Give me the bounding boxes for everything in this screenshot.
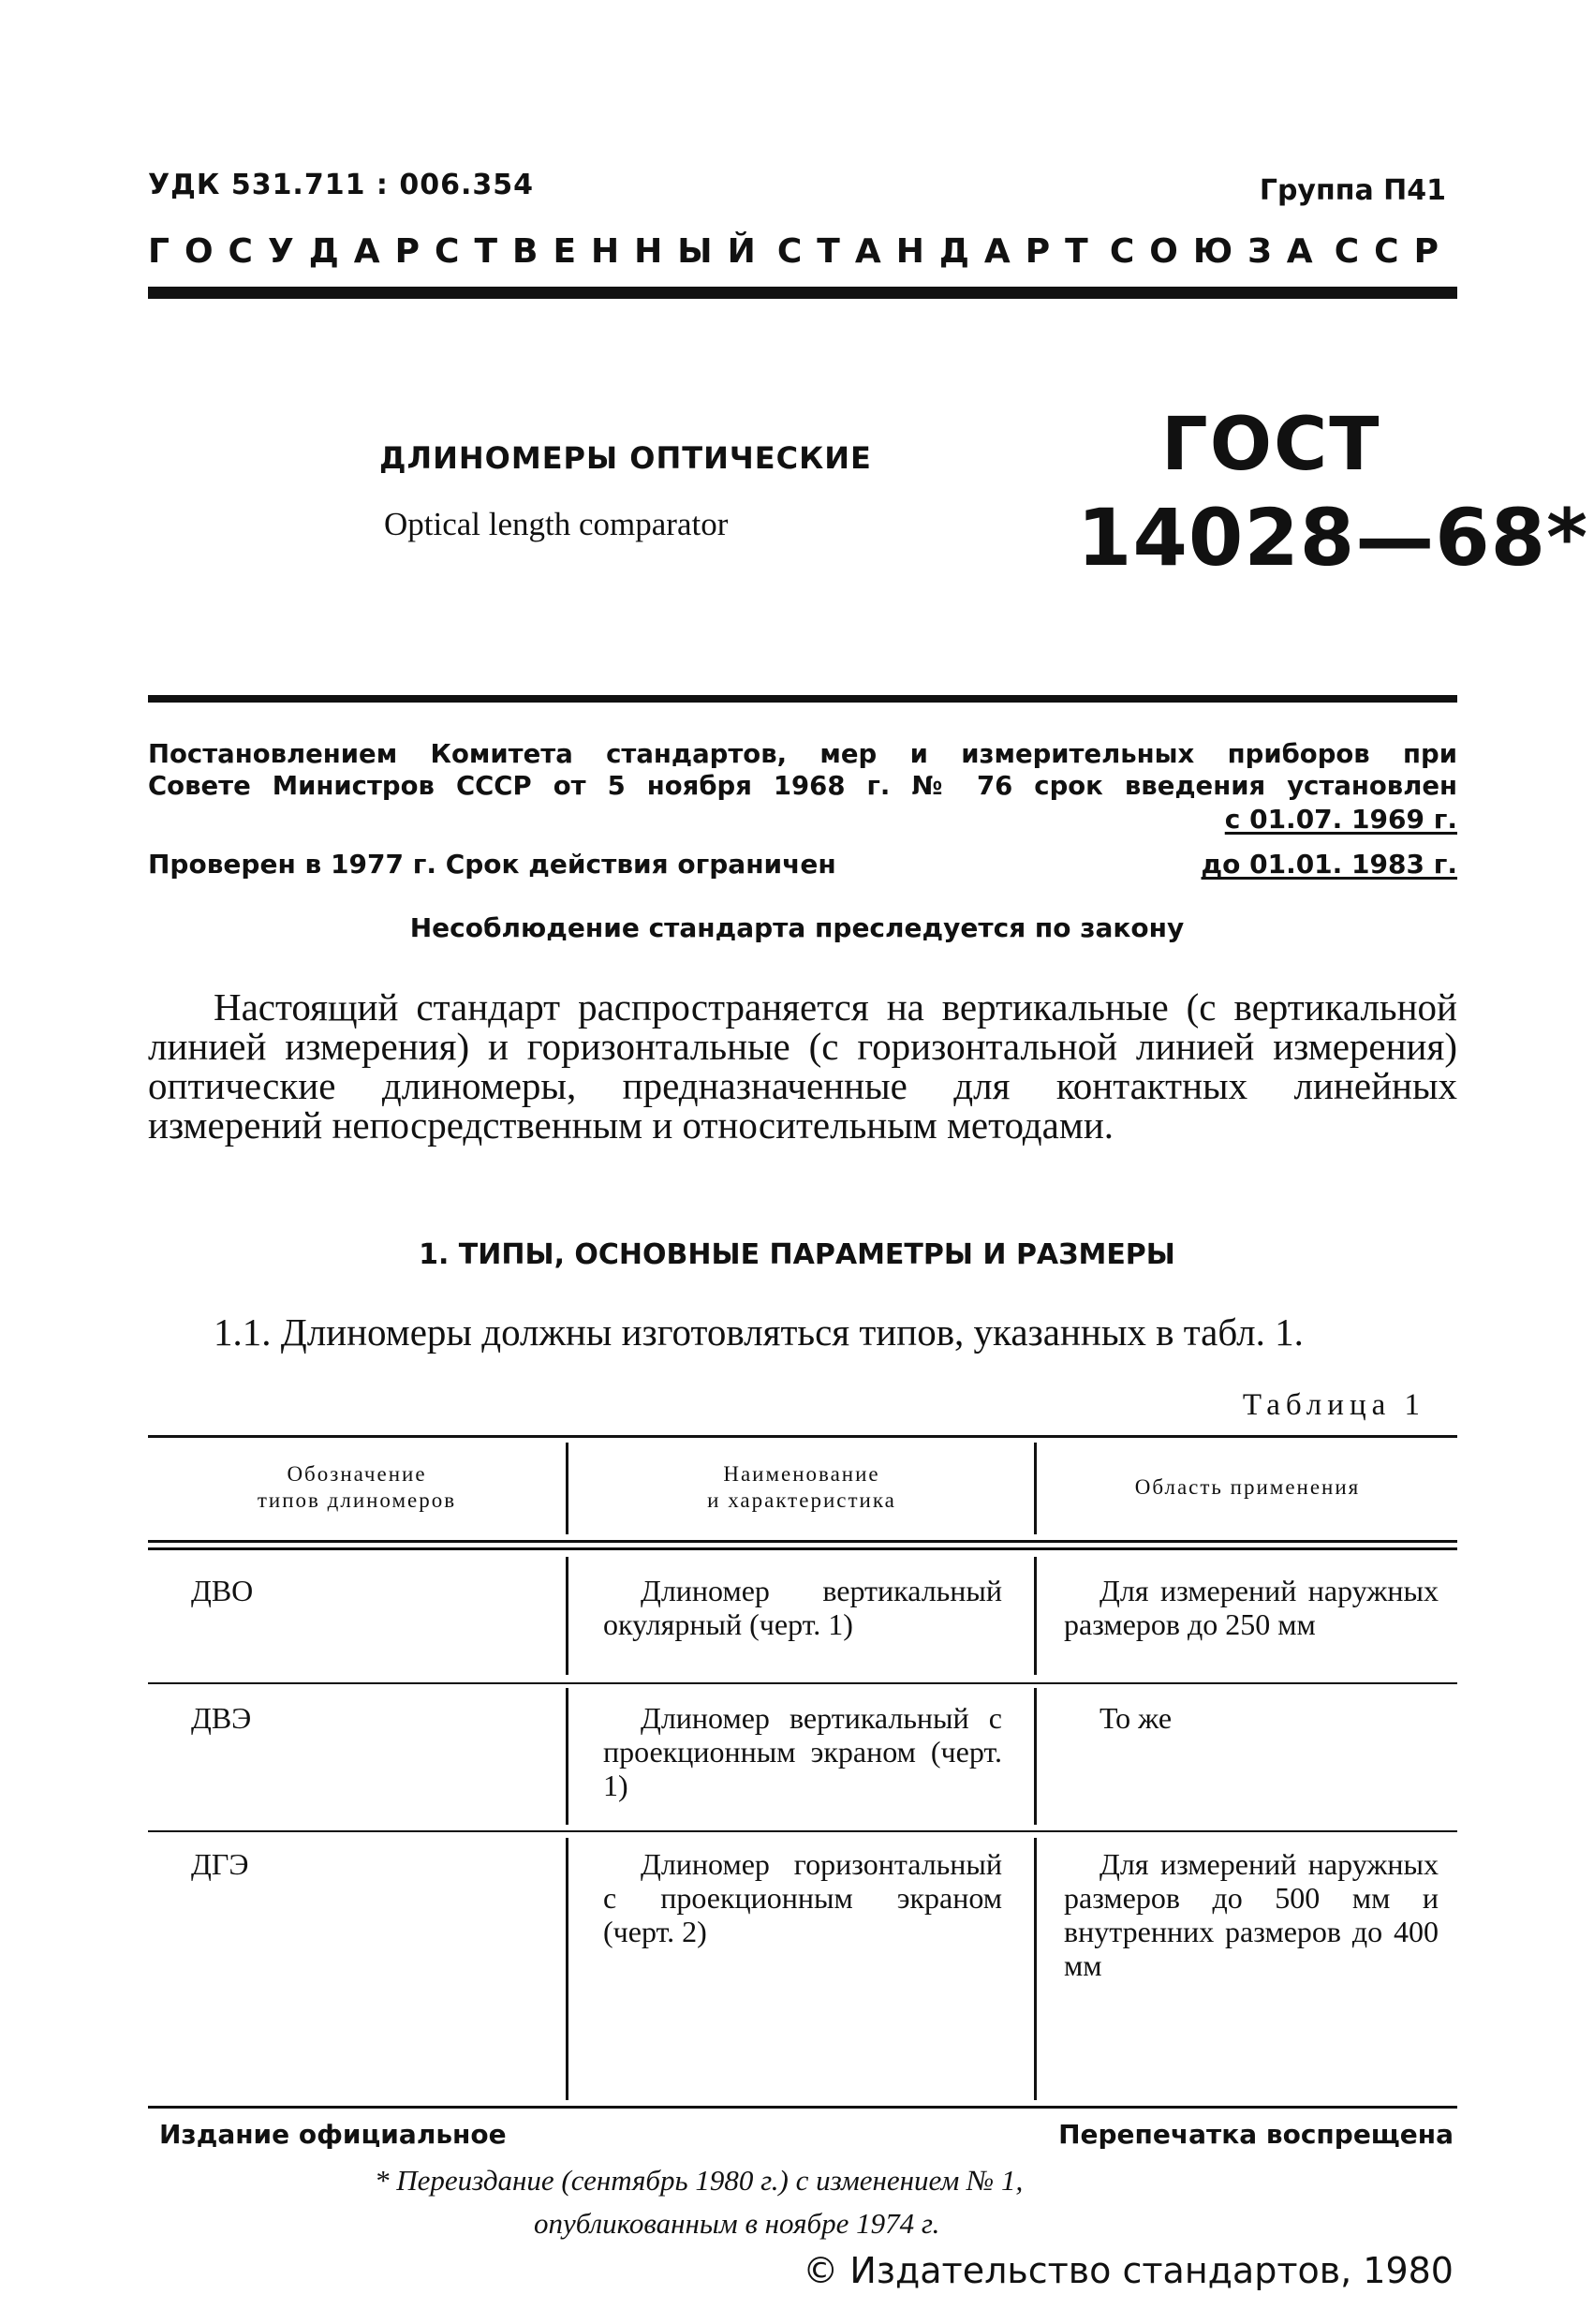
effective-to-date: до 01.01. 1983 г. (1201, 849, 1457, 880)
footnote-published: опубликованным в ноябре 1974 г. (534, 2207, 940, 2240)
header-rule-2 (148, 1547, 1457, 1550)
row-name: Длиномер горизонтальный с проекционным экраном (черт. 2) (603, 1847, 1002, 1948)
section-heading: 1. ТИПЫ, ОСНОВНЫЕ ПАРАМЕТРЫ И РАЗМЕРЫ (419, 1238, 1175, 1271)
decree-line: Постановлением Комитета стандартов, мер и измерительных приборов при (148, 739, 1457, 769)
header-type: Обозначение типов длиномеров (257, 1462, 457, 1512)
copyright: © Издательство стандартов, 1980 (803, 2250, 1454, 2291)
col-divider (566, 1443, 568, 1534)
penalty-notice: Несоблюдение стандарта преследуется по закону (409, 912, 1185, 943)
col-divider (566, 1838, 568, 2100)
row-type: ДГЭ (191, 1847, 249, 1881)
official-edition: Издание официальное (159, 2119, 507, 2150)
table-label: Таблица 1 (1242, 1388, 1425, 1422)
col-divider (1034, 1443, 1037, 1534)
row-use: То же (1100, 1701, 1173, 1735)
header-name: Наименование и характеристика (707, 1462, 896, 1512)
col-divider (1034, 1838, 1037, 2100)
banner-word: СОЮЗА (1109, 232, 1328, 271)
reprint-prohibited: Перепечатка воспрещена (1058, 2119, 1454, 2150)
gost-label: ГОСТ (1161, 403, 1381, 487)
banner-word: ГОСУДАРСТВЕННЫЙ (148, 232, 771, 271)
intro-paragraph: Настоящий стандарт распространяется на вертикальные (с вертикальной линией измерения) и горизонтальные (с горизонтальной линией измерения) оптические длиномеры, предназначенные для контактных линейных измерений непосредственным и относительным методами. (148, 985, 1457, 1147)
header-use: Область применения (1134, 1475, 1361, 1499)
col-divider (1034, 1688, 1037, 1825)
clause-1-1: 1.1. Длиномеры должны изготовляться типов, указанных в табл. 1. (214, 1310, 1304, 1354)
row-type: ДВЭ (191, 1701, 252, 1735)
row-rule (148, 1830, 1457, 1832)
table-bottom-rule (148, 2106, 1457, 2109)
gost-number: 14028—68* (1077, 492, 1589, 584)
state-standard-banner (148, 232, 1454, 271)
header-rule-1 (148, 1540, 1457, 1543)
decree-text (148, 738, 1457, 802)
group-code: Группа П41 (1259, 174, 1446, 207)
row-rule (148, 1682, 1457, 1684)
checked-note: Проверен в 1977 г. Срок действия ограничен (148, 849, 836, 880)
row-name: Длиномер вертикальный окулярный (черт. 1) (603, 1574, 1002, 1641)
header-rule (148, 287, 1457, 299)
udk-code: УДК 531.711 : 006.354 (148, 169, 534, 201)
row-type: ДВО (191, 1574, 254, 1607)
title-russian: ДЛИНОМЕРЫ ОПТИЧЕСКИЕ (379, 440, 872, 476)
row-use: Для измерений наружных размеров до 250 мм (1064, 1574, 1439, 1641)
col-divider (566, 1557, 568, 1675)
footnote-reissue: * Переиздание (сентябрь 1980 г.) с изменением № 1, (375, 2164, 1024, 2197)
banner-word: СТАНДАРТ (776, 232, 1103, 271)
table-top-rule (148, 1435, 1457, 1438)
row-use: Для измерений наружных размеров до 500 мм и внутренних размеров до 400 мм (1064, 1847, 1439, 1982)
title-rule (148, 695, 1457, 703)
col-divider (566, 1688, 568, 1825)
banner-word: ССР (1334, 232, 1454, 271)
row-name: Длиномер вертикальный с проекционным экраном (черт. 1) (603, 1701, 1002, 1802)
col-divider (1034, 1557, 1037, 1675)
decree-line: Совете Министров СССР от 5 ноября 1968 г. № 76 срок введения установлен (148, 771, 1457, 801)
effective-from-date: с 01.07. 1969 г. (1224, 804, 1457, 835)
title-english: Optical length comparator (384, 506, 729, 542)
